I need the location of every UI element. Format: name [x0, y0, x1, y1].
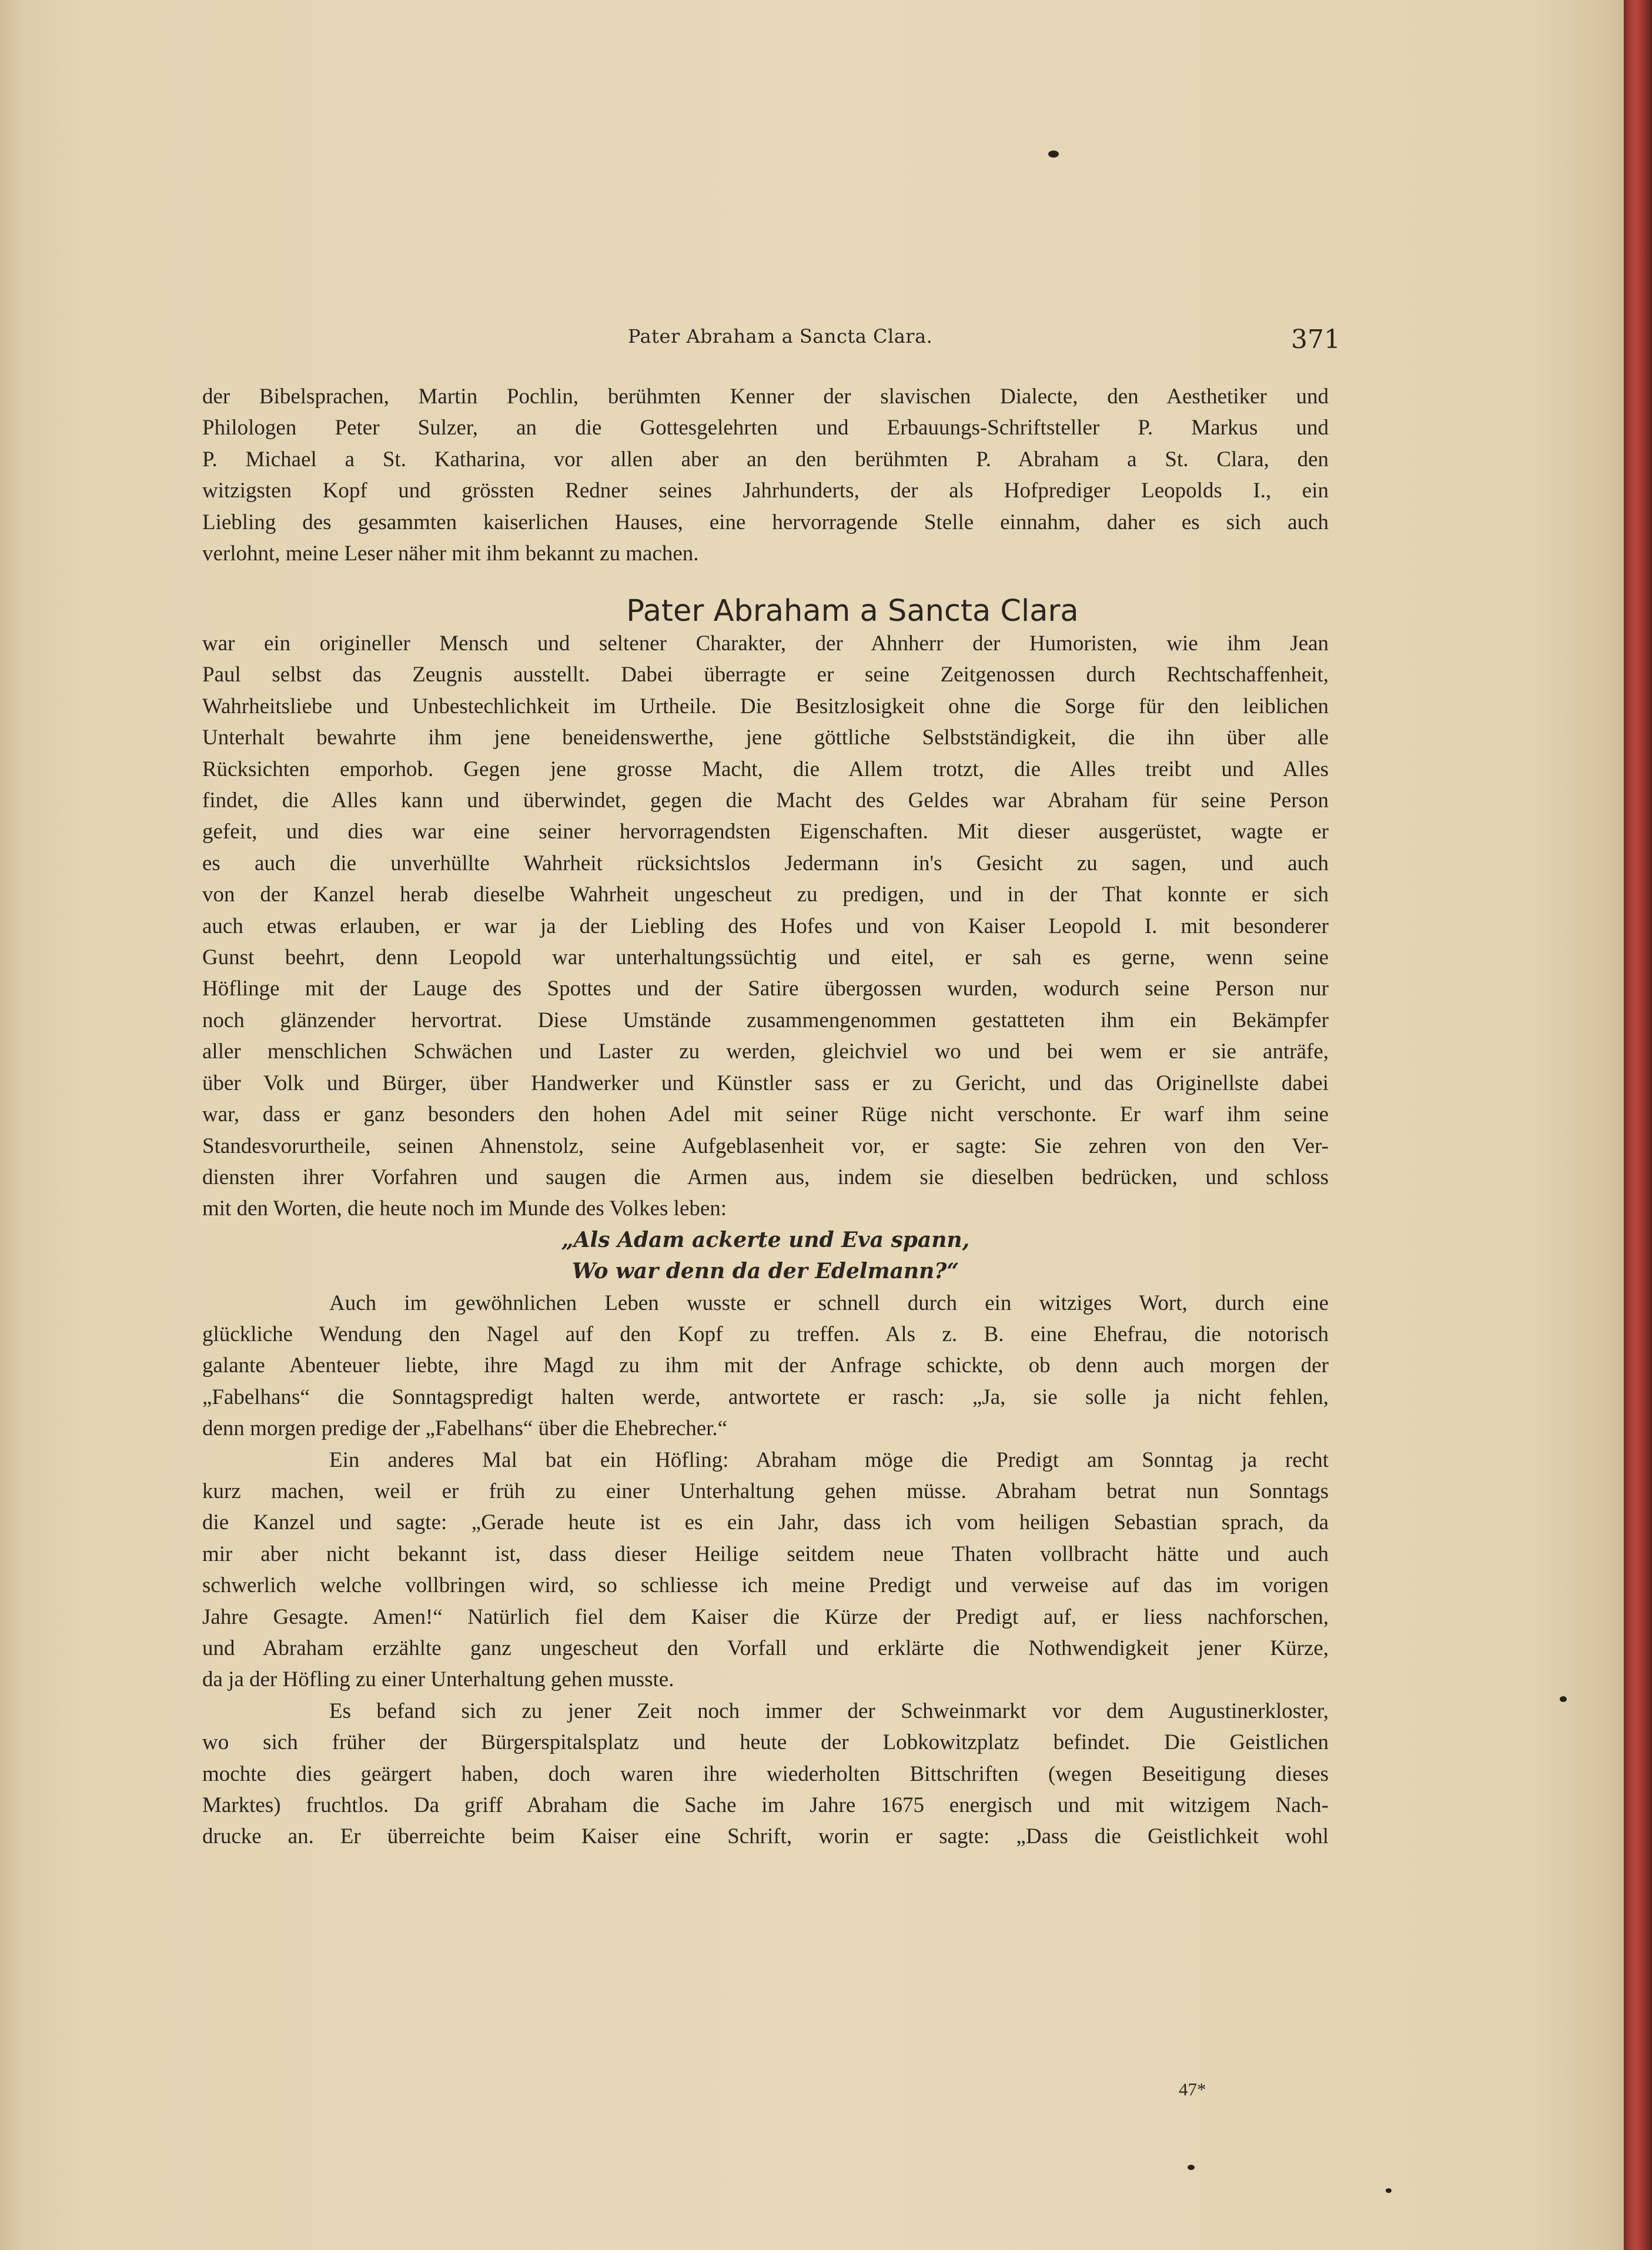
- text-line: die Kanzel und sagte: „Gerade heute ist es ein Jahr, dass ich vom heiligen Sebastian sprach, da: [202, 1510, 1329, 1535]
- text-line: mit den Worten, die heute noch im Munde des Volkes leben:: [202, 1196, 727, 1221]
- text-line: diensten ihrer Vorfahren und saugen die Armen aus, indem sie dieselben bedrücken, und schloss: [202, 1165, 1329, 1189]
- text-line: witzigsten Kopf und grössten Redner seines Jahrhunderts, der als Hofprediger Leopolds I., ein: [202, 479, 1329, 503]
- text-line: Marktes) fruchtlos. Da griff Abraham die Sache im Jahre 1675 energisch und mit witzigem Nach-: [202, 1793, 1329, 1818]
- text-line: glückliche Wendung den Nagel auf den Kopf zu treffen. Als z. B. eine Ehefrau, die notorisch: [202, 1322, 1329, 1346]
- paragraph: [202, 1288, 1329, 1445]
- text-line: P. Michael a St. Katharina, vor allen aber an den berühmten P. Abraham a St. Clara, den: [202, 447, 1329, 472]
- text-line: Es befand sich zu jener Zeit noch immer der Schweinmarkt vor dem Augustinerkloster,: [329, 1699, 1329, 1723]
- text-line: von der Kanzel herab dieselbe Wahrheit ungescheut zu predigen, und in der That konnte er sich: [202, 882, 1329, 907]
- text-line: „Fabelhans“ die Sonntagspredigt halten werde, antwortete er rasch: „Ja, sie solle ja nicht fehlen,: [202, 1385, 1329, 1409]
- text-line: Paul selbst das Zeugnis ausstellt. Dabei überragte er seine Zeitgenossen durch Rechtschaffenheit,: [202, 663, 1329, 687]
- running-head: Pater Abraham a Sancta Clara.: [628, 325, 933, 347]
- text-line: auch etwas erlauben, er war ja der Liebling des Hofes und von Kaiser Leopold I. mit besonderer: [202, 914, 1329, 938]
- text-line: Höflinge mit der Lauge des Spottes und der Satire übergossen wurden, wodurch seine Person nur: [202, 977, 1329, 1001]
- text-line: denn morgen predige der „Fabelhans“ über die Ehebrecher.“: [202, 1416, 728, 1441]
- text-line: drucke an. Er überreichte beim Kaiser eine Schrift, worin er sagte: „Dass die Geistlichkeit wohl: [202, 1824, 1329, 1849]
- text-line: verlohnt, meine Leser näher mit ihm bekannt zu machen.: [202, 541, 699, 566]
- text-line: galante Abenteuer liebte, ihre Magd zu ihm mit der Anfrage schickte, ob denn auch morgen der: [202, 1353, 1329, 1378]
- text-line: Auch im gewöhnlichen Leben wusste er schnell durch ein witziges Wort, durch eine: [329, 1291, 1329, 1315]
- ink-spot: [1560, 1696, 1567, 1702]
- text-line: Rücksichten emporhob. Gegen jene grosse Macht, die Allem trotzt, die Alles treibt und Alles: [202, 757, 1329, 781]
- book-edge: [1624, 0, 1652, 2250]
- text-line: Jahre Gesagte. Amen!“ Natürlich fiel dem Kaiser die Kürze der Predigt auf, er liess nachforschen,: [202, 1604, 1329, 1629]
- paragraph: [202, 1696, 1329, 1853]
- text-line: da ja der Höfling zu einer Unterhaltung gehen musste.: [202, 1667, 674, 1692]
- text-line: findet, die Alles kann und überwindet, gegen die Macht des Geldes war Abraham für seine Person: [202, 788, 1329, 813]
- text-line: war, dass er ganz besonders den hohen Adel mit seiner Rüge nicht verschonte. Er warf ihm seine: [202, 1102, 1329, 1127]
- section-body: [202, 628, 1329, 1853]
- text-line: mir aber nicht bekannt ist, dass dieser Heilige seitdem neue Thaten vollbracht hätte und auch: [202, 1542, 1329, 1566]
- text-line: noch glänzender hervortrat. Diese Umstände zusammengenommen gestatteten ihm ein Bekämpfer: [202, 1008, 1329, 1032]
- text-line: Standesvorurtheile, seinen Ahnenstolz, seine Aufgeblasenheit vor, er sagte: Sie zehren von den Ver-: [202, 1134, 1329, 1158]
- section-heading-text: Pater Abraham a Sancta Clara: [626, 594, 1079, 628]
- text-line: aller menschlichen Schwächen und Laster zu werden, gleichviel wo und bei wem er sie anträfe,: [202, 1039, 1329, 1064]
- text-line: Philologen Peter Sulzer, an die Gottesgelehrten und Erbauungs-Schriftsteller P. Markus und: [202, 416, 1329, 440]
- text-line: wo sich früher der Bürgerspitalsplatz und heute der Lobkowitzplatz befindet. Die Geistlichen: [202, 1730, 1329, 1755]
- text-line: schwerlich welche vollbringen wird, so schliesse ich meine Predigt und verweise auf das im vorigen: [202, 1573, 1329, 1598]
- text-line: der Bibelsprachen, Martin Pochlin, berühmten Kenner der slavischen Dialecte, den Aesthetiker und: [202, 385, 1329, 409]
- text-line: mochte dies geärgert haben, doch waren ihre wiederholten Bittschriften (wegen Beseitigung dieses: [202, 1761, 1329, 1786]
- text-line: Liebling des gesammten kaiserlichen Hauses, eine hervorragende Stelle einnahm, daher es sich auch: [202, 510, 1329, 534]
- paragraph: [202, 1445, 1329, 1696]
- text-line: Gunst beehrt, denn Leopold war unterhaltungssüchtig und eitel, er sah es gerne, wenn seine: [202, 945, 1329, 970]
- section-heading: [0, 594, 1652, 628]
- ink-spot: [1188, 2165, 1195, 2170]
- text-line: Unterhalt bewahrte ihm jene beneidenswerthe, jene göttliche Selbstständigkeit, die ihn über alle: [202, 726, 1329, 750]
- text-line: Wahrheitsliebe und Unbestechlichkeit im Urtheile. Die Besitzlosigkeit ohne die Sorge für den leiblichen: [202, 694, 1329, 718]
- text-line: kurz machen, weil er früh zu einer Unterhaltung gehen müsse. Abraham betrat nun Sonntags: [202, 1479, 1329, 1503]
- quote-line: Wo war denn da der Edelmann?“: [571, 1259, 959, 1284]
- ink-spot: [1048, 151, 1059, 158]
- intro-paragraph: [202, 381, 1329, 569]
- page-number: 371: [1291, 325, 1340, 355]
- text-line: war ein origineller Mensch und seltener Charakter, der Ahnherr der Humoristen, wie ihm Jean: [202, 631, 1329, 656]
- text-line: Ein anderes Mal bat ein Höfling: Abraham möge die Predigt am Sonntag ja recht: [329, 1447, 1329, 1472]
- ink-spot: [1386, 2188, 1392, 2193]
- quote-line: „Als Adam ackerte und Eva spann,: [561, 1227, 970, 1252]
- text-line: über Volk und Bürger, über Handwerker und Künstler sass er zu Gericht, und das Originellste dabei: [202, 1071, 1329, 1095]
- text-line: es auch die unverhüllte Wahrheit rücksichtslos Jedermann in's Gesicht zu sagen, und auch: [202, 851, 1329, 875]
- paragraph: [202, 628, 1329, 1225]
- quote: [202, 1225, 1329, 1288]
- text-line: und Abraham erzählte ganz ungescheut den Vorfall und erklärte die Nothwendigkeit jener Kürze,: [202, 1636, 1329, 1660]
- text-line: gefeit, und dies war eine seiner hervorragendsten Eigenschaften. Mit dieser ausgerüstet, wagte er: [202, 820, 1329, 844]
- printer-signature: 47*: [1179, 2079, 1206, 2099]
